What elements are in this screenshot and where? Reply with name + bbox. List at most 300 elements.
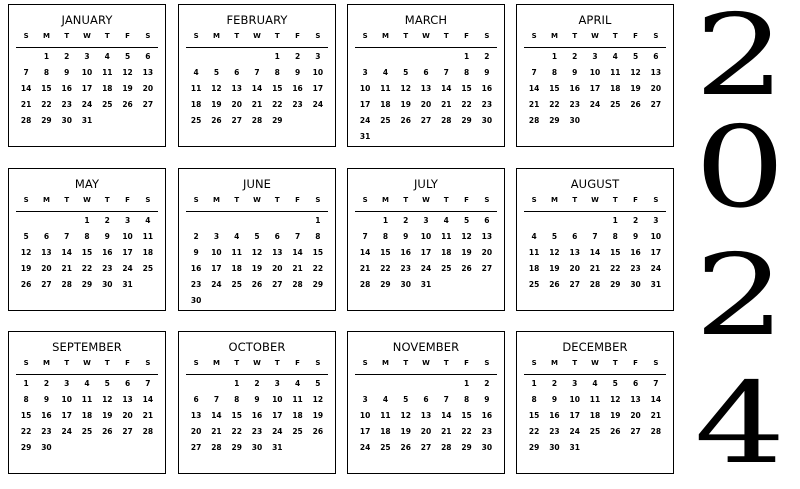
day-cell: 24 xyxy=(122,264,133,273)
month-march xyxy=(347,4,505,147)
day-cell: 6 xyxy=(484,216,490,225)
day-cell: 1 xyxy=(84,216,90,225)
weekday-header: W xyxy=(83,32,91,40)
weekday-header: W xyxy=(253,32,261,40)
day-cell: 5 xyxy=(315,379,321,388)
day-cell: 25 xyxy=(81,427,93,436)
day-cell: 24 xyxy=(359,116,371,125)
day-cell: 11 xyxy=(528,248,540,257)
month-title: MAY xyxy=(74,177,100,191)
weekday-header: T xyxy=(104,359,110,367)
weekday-header: S xyxy=(315,32,321,40)
weekday-header: T xyxy=(274,196,280,204)
weekday-header: M xyxy=(42,359,50,367)
day-cell: 10 xyxy=(359,411,371,420)
empty-day-cell xyxy=(355,213,375,229)
day-cell: 17 xyxy=(312,84,324,93)
day-grid xyxy=(355,213,497,293)
day-cell: 22 xyxy=(81,264,93,273)
month-title: OCTOBER xyxy=(228,340,286,354)
day-cell: 19 xyxy=(312,411,324,420)
day-cell: 20 xyxy=(190,427,202,436)
day-cell: 13 xyxy=(41,248,52,257)
day-cell: 2 xyxy=(572,52,578,61)
day-cell: 22 xyxy=(380,264,391,273)
day-cell: 12 xyxy=(610,395,621,404)
empty-day-cell xyxy=(375,376,395,392)
day-cell: 29 xyxy=(231,443,242,452)
weekday-header-row xyxy=(355,32,497,48)
weekday-header-row xyxy=(186,359,328,375)
day-cell: 15 xyxy=(81,248,93,257)
day-cell: 5 xyxy=(612,379,618,388)
day-cell: 11 xyxy=(142,232,154,241)
day-cell: 18 xyxy=(190,100,202,109)
day-cell: 23 xyxy=(61,100,72,109)
day-cell: 9 xyxy=(43,395,50,404)
day-cell: 2 xyxy=(403,216,409,225)
day-cell: 17 xyxy=(569,411,580,420)
day-cell: 30 xyxy=(41,443,52,452)
weekday-header: S xyxy=(484,196,490,204)
day-cell: 12 xyxy=(461,232,472,241)
day-cell: 26 xyxy=(400,116,411,125)
day-cell: 1 xyxy=(274,52,280,61)
day-cell: 4 xyxy=(382,68,389,77)
day-cell: 4 xyxy=(592,379,598,388)
empty-day-cell xyxy=(524,49,544,65)
day-cell: 17 xyxy=(589,84,601,93)
day-cell: 29 xyxy=(81,280,93,289)
day-cell: 5 xyxy=(403,68,409,77)
day-cell: 22 xyxy=(461,427,472,436)
day-cell: 16 xyxy=(569,84,580,93)
empty-day-cell xyxy=(355,376,375,392)
day-cell: 17 xyxy=(122,248,133,257)
day-cell: 1 xyxy=(463,52,470,61)
day-cell: 30 xyxy=(400,280,411,289)
day-cell: 15 xyxy=(549,84,560,93)
day-cell: 26 xyxy=(461,264,472,273)
day-cell: 13 xyxy=(231,84,242,93)
weekday-header-row xyxy=(355,196,497,212)
weekday-header: F xyxy=(125,32,130,40)
weekday-header: W xyxy=(591,32,599,40)
year-digit-2: 0 xyxy=(694,103,786,233)
day-cell: 20 xyxy=(630,411,641,420)
empty-day-cell xyxy=(355,49,375,65)
day-cell: 19 xyxy=(400,100,411,109)
empty-day-cell xyxy=(186,213,206,229)
day-cell: 26 xyxy=(122,100,133,109)
weekday-header-row xyxy=(186,196,328,212)
empty-day-cell xyxy=(227,49,247,65)
day-cell: 3 xyxy=(572,379,578,388)
empty-day-cell xyxy=(267,213,287,229)
day-cell: 15 xyxy=(380,248,391,257)
day-cell: 16 xyxy=(292,84,303,93)
day-cell: 1 xyxy=(531,379,537,388)
weekday-header: S xyxy=(193,32,199,40)
weekday-header-row xyxy=(186,32,328,48)
day-cell: 28 xyxy=(650,427,662,436)
month-june xyxy=(178,168,336,311)
day-cell: 19 xyxy=(549,264,560,273)
day-cell: 25 xyxy=(380,443,391,452)
day-cell: 27 xyxy=(122,427,133,436)
day-cell: 8 xyxy=(84,232,90,241)
day-cell: 1 xyxy=(382,216,389,225)
day-cell: 21 xyxy=(211,427,222,436)
day-cell: 11 xyxy=(231,248,242,257)
day-cell: 12 xyxy=(400,84,411,93)
weekday-header: T xyxy=(64,196,70,204)
day-cell: 1 xyxy=(463,379,470,388)
day-cell: 21 xyxy=(528,100,540,109)
day-cell: 6 xyxy=(43,232,50,241)
empty-day-cell xyxy=(206,49,226,65)
day-cell: 4 xyxy=(104,52,110,61)
day-grid xyxy=(186,376,328,456)
day-cell: 2 xyxy=(484,379,490,388)
day-cell: 3 xyxy=(274,379,280,388)
weekday-header: T xyxy=(443,196,449,204)
weekday-header: S xyxy=(193,359,199,367)
empty-day-cell xyxy=(565,213,585,229)
day-cell: 4 xyxy=(193,68,199,77)
day-grid xyxy=(524,49,666,129)
empty-day-cell xyxy=(247,213,267,229)
day-cell: 16 xyxy=(630,248,641,257)
day-cell: 29 xyxy=(461,116,472,125)
day-cell: 28 xyxy=(441,443,452,452)
day-cell: 24 xyxy=(81,100,93,109)
day-cell: 10 xyxy=(122,232,133,241)
weekday-header: F xyxy=(633,32,638,40)
day-cell: 30 xyxy=(102,280,113,289)
day-cell: 2 xyxy=(254,379,260,388)
day-cell: 20 xyxy=(41,264,52,273)
day-cell: 2 xyxy=(294,52,301,61)
day-cell: 9 xyxy=(294,68,301,77)
weekday-header: W xyxy=(83,359,91,367)
day-cell: 16 xyxy=(102,248,113,257)
day-cell: 10 xyxy=(81,68,93,77)
day-cell: 25 xyxy=(292,427,303,436)
day-cell: 28 xyxy=(142,427,154,436)
day-cell: 27 xyxy=(650,100,662,109)
day-cell: 21 xyxy=(359,264,371,273)
day-cell: 19 xyxy=(20,264,32,273)
day-cell: 28 xyxy=(441,116,452,125)
day-cell: 18 xyxy=(528,264,540,273)
month-title: NOVEMBER xyxy=(392,340,460,354)
day-cell: 26 xyxy=(251,280,263,289)
day-cell: 14 xyxy=(61,248,72,257)
weekday-header: S xyxy=(653,32,659,40)
month-november xyxy=(347,331,505,474)
day-cell: 3 xyxy=(423,216,429,225)
day-cell: 27 xyxy=(420,443,432,452)
weekday-header-row xyxy=(355,359,497,375)
day-cell: 8 xyxy=(463,395,470,404)
day-cell: 9 xyxy=(632,232,639,241)
day-cell: 6 xyxy=(653,52,659,61)
day-cell: 27 xyxy=(41,280,52,289)
day-cell: 8 xyxy=(551,68,558,77)
day-cell: 22 xyxy=(20,427,32,436)
day-cell: 28 xyxy=(528,116,540,125)
weekday-header: M xyxy=(212,359,220,367)
weekday-header: S xyxy=(23,196,29,204)
day-cell: 1 xyxy=(234,379,240,388)
weekday-header: M xyxy=(42,196,50,204)
day-cell: 12 xyxy=(211,84,222,93)
day-cell: 16 xyxy=(251,411,263,420)
day-cell: 26 xyxy=(400,443,411,452)
month-january xyxy=(8,4,166,147)
day-cell: 13 xyxy=(122,395,133,404)
day-cell: 9 xyxy=(484,395,490,404)
day-cell: 18 xyxy=(380,100,391,109)
day-cell: 10 xyxy=(272,395,283,404)
day-cell: 14 xyxy=(528,84,540,93)
day-cell: 16 xyxy=(400,248,411,257)
day-cell: 3 xyxy=(315,52,321,61)
day-cell: 27 xyxy=(231,116,242,125)
day-cell: 11 xyxy=(610,68,621,77)
empty-day-cell xyxy=(416,49,436,65)
weekday-header: T xyxy=(104,196,110,204)
weekday-header: F xyxy=(464,359,469,367)
day-cell: 27 xyxy=(569,280,580,289)
day-cell: 6 xyxy=(234,68,240,77)
day-cell: 23 xyxy=(251,427,263,436)
day-cell: 23 xyxy=(481,427,493,436)
day-cell: 22 xyxy=(528,427,540,436)
weekday-header: S xyxy=(315,196,321,204)
weekday-header: M xyxy=(550,196,558,204)
weekday-header: T xyxy=(612,32,618,40)
day-cell: 6 xyxy=(632,379,639,388)
day-cell: 13 xyxy=(420,411,432,420)
day-cell: 28 xyxy=(20,116,32,125)
day-cell: 2 xyxy=(551,379,558,388)
day-cell: 4 xyxy=(531,232,537,241)
day-cell: 7 xyxy=(294,232,301,241)
day-cell: 18 xyxy=(292,411,303,420)
weekday-header: T xyxy=(443,359,449,367)
day-cell: 24 xyxy=(420,264,432,273)
day-cell: 4 xyxy=(443,216,449,225)
day-cell: 4 xyxy=(294,379,301,388)
day-cell: 23 xyxy=(102,264,113,273)
day-grid xyxy=(16,213,158,293)
day-cell: 26 xyxy=(20,280,32,289)
day-cell: 3 xyxy=(592,52,598,61)
weekday-header: T xyxy=(234,32,240,40)
weekday-header: T xyxy=(274,32,280,40)
day-cell: 26 xyxy=(549,280,560,289)
weekday-header: T xyxy=(234,359,240,367)
weekday-header: M xyxy=(212,32,220,40)
day-cell: 27 xyxy=(142,100,154,109)
day-cell: 28 xyxy=(251,116,263,125)
day-cell: 17 xyxy=(420,248,432,257)
day-cell: 3 xyxy=(653,216,659,225)
day-cell: 2 xyxy=(632,216,639,225)
day-cell: 14 xyxy=(251,84,263,93)
day-cell: 7 xyxy=(64,232,70,241)
day-cell: 7 xyxy=(145,379,151,388)
day-cell: 15 xyxy=(312,248,324,257)
day-cell: 22 xyxy=(461,100,472,109)
day-cell: 25 xyxy=(190,116,202,125)
empty-day-cell xyxy=(57,213,77,229)
year-digit-3: 2 xyxy=(694,231,786,361)
day-cell: 31 xyxy=(420,280,432,289)
day-grid xyxy=(355,49,497,145)
weekday-header-row xyxy=(524,359,666,375)
day-cell: 1 xyxy=(43,52,50,61)
day-cell: 27 xyxy=(190,443,202,452)
day-cell: 6 xyxy=(423,395,429,404)
day-cell: 25 xyxy=(380,116,391,125)
weekday-header: W xyxy=(591,196,599,204)
day-cell: 27 xyxy=(481,264,493,273)
day-cell: 11 xyxy=(102,68,113,77)
day-cell: 25 xyxy=(528,280,540,289)
day-cell: 9 xyxy=(254,395,260,404)
weekday-header: S xyxy=(315,359,321,367)
day-cell: 26 xyxy=(610,427,621,436)
day-cell: 15 xyxy=(41,84,52,93)
weekday-header: F xyxy=(295,359,300,367)
weekday-header: S xyxy=(145,359,151,367)
weekday-header: T xyxy=(572,32,578,40)
day-cell: 17 xyxy=(359,427,371,436)
day-cell: 21 xyxy=(251,100,263,109)
weekday-header: S xyxy=(193,196,199,204)
day-cell: 9 xyxy=(403,232,409,241)
day-cell: 29 xyxy=(380,280,391,289)
month-title: JULY xyxy=(413,177,439,191)
day-cell: 14 xyxy=(211,411,222,420)
empty-day-cell xyxy=(206,213,226,229)
day-cell: 20 xyxy=(122,411,133,420)
day-cell: 14 xyxy=(292,248,303,257)
day-cell: 18 xyxy=(610,84,621,93)
weekday-header: T xyxy=(104,32,110,40)
day-cell: 10 xyxy=(359,84,371,93)
day-cell: 17 xyxy=(211,264,222,273)
day-cell: 24 xyxy=(589,100,601,109)
day-cell: 12 xyxy=(400,411,411,420)
month-december xyxy=(516,331,674,474)
day-cell: 1 xyxy=(612,216,618,225)
day-cell: 30 xyxy=(61,116,72,125)
weekday-header: W xyxy=(591,359,599,367)
weekday-header: M xyxy=(42,32,50,40)
year-digit-1: 2 xyxy=(694,0,786,121)
day-cell: 9 xyxy=(572,68,578,77)
day-cell: 28 xyxy=(589,280,601,289)
day-cell: 15 xyxy=(528,411,540,420)
day-grid xyxy=(524,376,666,456)
day-cell: 24 xyxy=(650,264,662,273)
day-cell: 21 xyxy=(20,100,32,109)
day-cell: 11 xyxy=(589,395,601,404)
day-cell: 11 xyxy=(292,395,303,404)
weekday-header-row xyxy=(524,196,666,212)
month-september xyxy=(8,331,166,474)
empty-day-cell xyxy=(36,213,56,229)
day-cell: 20 xyxy=(420,100,432,109)
day-cell: 15 xyxy=(20,411,32,420)
month-title: DECEMBER xyxy=(562,340,628,354)
day-grid xyxy=(524,213,666,293)
day-cell: 10 xyxy=(61,395,72,404)
empty-day-cell xyxy=(247,49,267,65)
day-cell: 9 xyxy=(64,68,70,77)
day-cell: 7 xyxy=(443,68,449,77)
day-cell: 17 xyxy=(81,84,93,93)
day-cell: 30 xyxy=(630,280,641,289)
day-cell: 14 xyxy=(359,248,371,257)
day-cell: 13 xyxy=(142,68,154,77)
day-cell: 25 xyxy=(589,427,601,436)
day-cell: 8 xyxy=(463,68,470,77)
day-cell: 28 xyxy=(292,280,303,289)
day-cell: 14 xyxy=(589,248,601,257)
day-cell: 4 xyxy=(234,232,240,241)
day-cell: 12 xyxy=(102,395,113,404)
day-cell: 8 xyxy=(43,68,50,77)
empty-day-cell xyxy=(396,376,416,392)
weekday-header: T xyxy=(403,359,409,367)
year-display xyxy=(680,0,800,489)
weekday-header: W xyxy=(422,359,430,367)
day-cell: 18 xyxy=(441,248,452,257)
day-cell: 9 xyxy=(104,232,110,241)
weekday-header: M xyxy=(212,196,220,204)
day-cell: 9 xyxy=(193,248,199,257)
weekday-header: S xyxy=(531,196,537,204)
day-cell: 30 xyxy=(549,443,560,452)
weekday-header: T xyxy=(234,196,240,204)
day-cell: 5 xyxy=(124,52,131,61)
day-cell: 15 xyxy=(461,411,472,420)
day-cell: 7 xyxy=(362,232,368,241)
weekday-header: T xyxy=(572,196,578,204)
weekday-header: M xyxy=(381,32,389,40)
day-cell: 19 xyxy=(630,84,641,93)
day-cell: 3 xyxy=(362,395,368,404)
day-cell: 8 xyxy=(612,232,618,241)
day-cell: 23 xyxy=(630,264,641,273)
weekday-header: S xyxy=(23,359,29,367)
day-cell: 12 xyxy=(122,68,133,77)
day-cell: 2 xyxy=(104,216,110,225)
day-cell: 7 xyxy=(213,395,220,404)
empty-day-cell xyxy=(436,49,456,65)
day-cell: 17 xyxy=(359,100,371,109)
weekday-header: F xyxy=(464,196,469,204)
day-cell: 28 xyxy=(61,280,72,289)
weekday-header: S xyxy=(362,32,368,40)
day-cell: 13 xyxy=(650,68,662,77)
day-cell: 12 xyxy=(20,248,32,257)
